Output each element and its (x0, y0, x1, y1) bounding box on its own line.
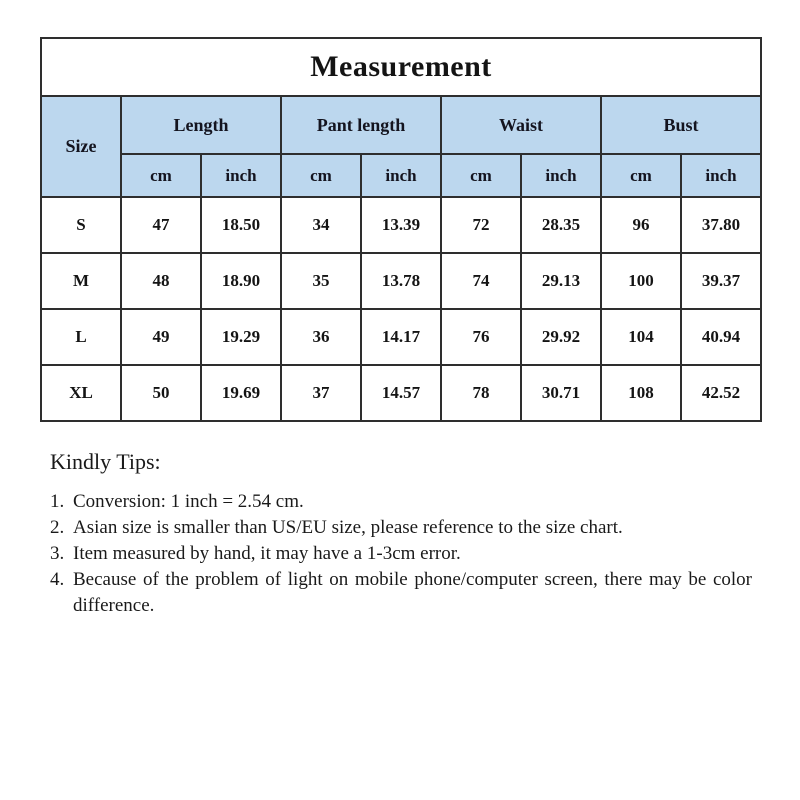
cell-length-cm: 48 (121, 253, 201, 309)
cell-bust-cm: 100 (601, 253, 681, 309)
column-header-pant-length: Pant length (281, 96, 441, 154)
cell-waist-cm: 78 (441, 365, 521, 421)
cell-pant-cm: 35 (281, 253, 361, 309)
cell-bust-inch: 37.80 (681, 197, 761, 253)
cell-bust-inch: 40.94 (681, 309, 761, 365)
table-row-size-s (41, 197, 761, 253)
table-title-row (41, 38, 761, 96)
cell-pant-inch: 13.78 (361, 253, 441, 309)
column-header-bust: Bust (601, 96, 761, 154)
cell-length-inch: 18.90 (201, 253, 281, 309)
table-group-header-row (41, 96, 761, 154)
cell-length-cm: 47 (121, 197, 201, 253)
tip-text: Because of the problem of light on mobile phone/computer screen, there may be color difference. (73, 569, 752, 616)
cell-pant-cm: 36 (281, 309, 361, 365)
unit-header-length-cm: cm (121, 154, 201, 197)
cell-length-inch: 19.69 (201, 365, 281, 421)
tip-text: Asian size is smaller than US/EU size, please reference to the size chart. (73, 517, 623, 538)
cell-pant-inch: 14.17 (361, 309, 441, 365)
unit-header-pant-inch: inch (361, 154, 441, 197)
table-row-size-l (41, 309, 761, 365)
cell-bust-cm: 96 (601, 197, 681, 253)
tip-item-4 (50, 567, 752, 619)
table-title: Measurement (41, 38, 761, 96)
cell-length-cm: 49 (121, 309, 201, 365)
cell-waist-cm: 76 (441, 309, 521, 365)
cell-waist-inch: 29.13 (521, 253, 601, 309)
kindly-tips-section (50, 448, 752, 619)
tips-heading: Kindly Tips: (50, 449, 161, 474)
cell-bust-cm: 108 (601, 365, 681, 421)
cell-pant-cm: 37 (281, 365, 361, 421)
cell-bust-cm: 104 (601, 309, 681, 365)
tip-number: 1. (50, 491, 65, 512)
unit-header-length-inch: inch (201, 154, 281, 197)
cell-waist-cm: 72 (441, 197, 521, 253)
cell-waist-inch: 30.71 (521, 365, 601, 421)
cell-pant-cm: 34 (281, 197, 361, 253)
tip-text: Conversion: 1 inch = 2.54 cm. (73, 491, 304, 512)
cell-size: M (41, 253, 121, 309)
measurement-table (40, 37, 762, 422)
unit-header-bust-inch: inch (681, 154, 761, 197)
unit-header-waist-inch: inch (521, 154, 601, 197)
cell-pant-inch: 13.39 (361, 197, 441, 253)
cell-bust-inch: 42.52 (681, 365, 761, 421)
cell-size: S (41, 197, 121, 253)
tip-number: 4. (50, 569, 65, 590)
column-header-size: Size (41, 96, 121, 197)
unit-header-pant-cm: cm (281, 154, 361, 197)
cell-length-inch: 19.29 (201, 309, 281, 365)
tip-item-1 (50, 489, 752, 515)
cell-waist-inch: 28.35 (521, 197, 601, 253)
unit-header-bust-cm: cm (601, 154, 681, 197)
tip-number: 3. (50, 543, 65, 564)
unit-header-waist-cm: cm (441, 154, 521, 197)
cell-bust-inch: 39.37 (681, 253, 761, 309)
tip-item-3 (50, 541, 752, 567)
cell-waist-cm: 74 (441, 253, 521, 309)
cell-length-cm: 50 (121, 365, 201, 421)
column-header-length: Length (121, 96, 281, 154)
cell-waist-inch: 29.92 (521, 309, 601, 365)
cell-pant-inch: 14.57 (361, 365, 441, 421)
table-row-size-m (41, 253, 761, 309)
table-unit-header-row (41, 154, 761, 197)
cell-size: L (41, 309, 121, 365)
cell-length-inch: 18.50 (201, 197, 281, 253)
tip-number: 2. (50, 517, 65, 538)
table-row-size-xl (41, 365, 761, 421)
tip-item-2 (50, 515, 752, 541)
tip-text: Item measured by hand, it may have a 1-3cm error. (73, 543, 461, 564)
cell-size: XL (41, 365, 121, 421)
column-header-waist: Waist (441, 96, 601, 154)
